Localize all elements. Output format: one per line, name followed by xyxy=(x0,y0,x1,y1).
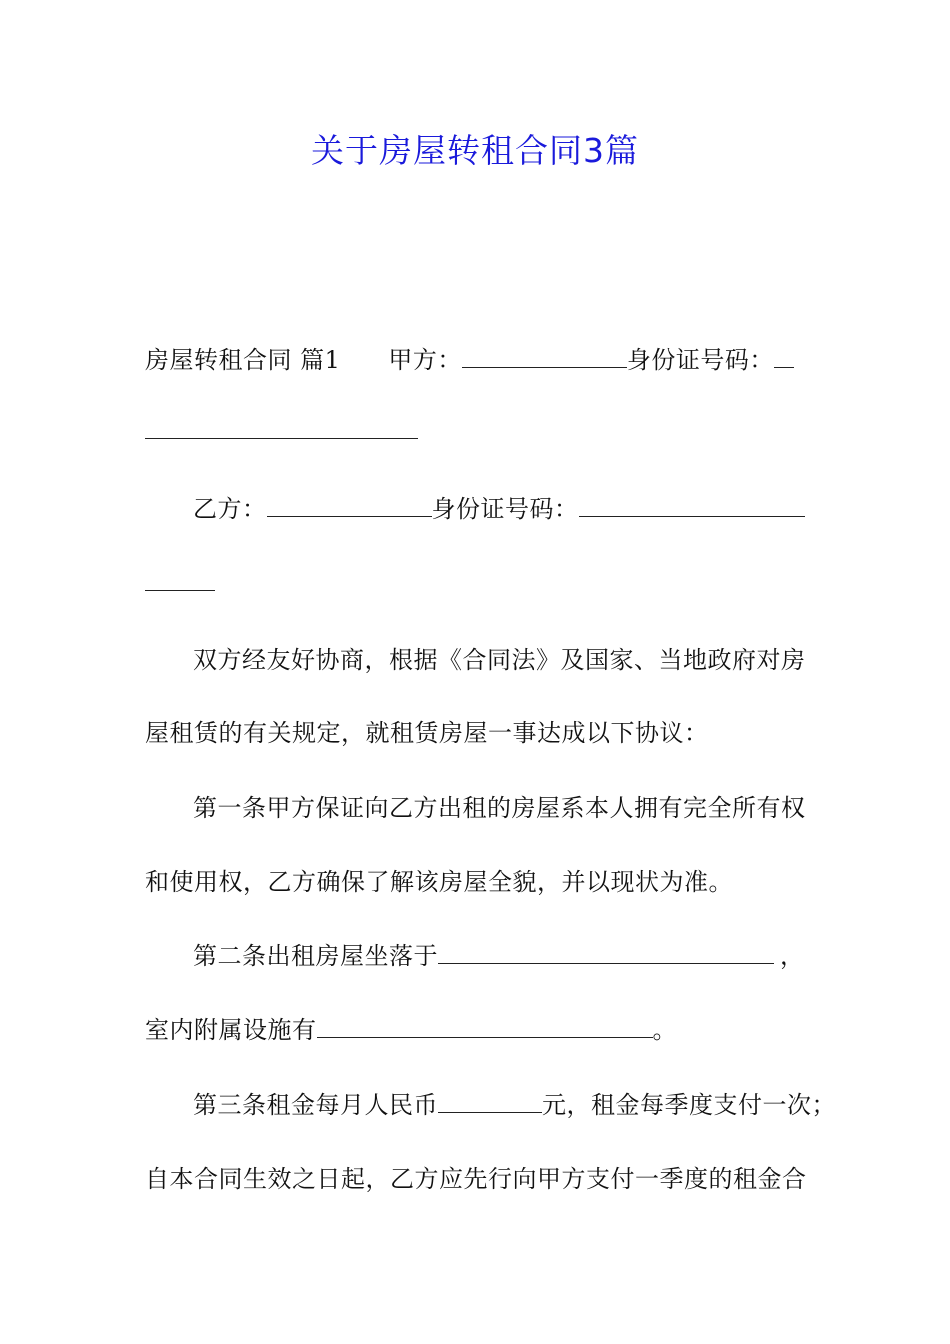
paragraph-2-line-1: 第一条甲方保证向乙方出租的房屋系本人拥有完全所有权 xyxy=(193,794,806,822)
party-b-line xyxy=(193,492,805,526)
party-b-id-blank-cont[interactable] xyxy=(145,568,215,591)
contract-heading-line xyxy=(145,343,794,377)
paragraph-4-line-2: 自本合同生效之日起，乙方应先行向甲方支付一季度的租金合 xyxy=(145,1165,807,1193)
party-a-id-blank-cont[interactable] xyxy=(145,416,418,439)
party-b-blank[interactable] xyxy=(267,494,432,517)
facilities-blank[interactable] xyxy=(317,1015,653,1038)
paragraph-4-line-1 xyxy=(193,1088,836,1122)
location-label: 第二条出租房屋坐落于 xyxy=(193,942,438,970)
party-a-id-continuation xyxy=(145,414,418,448)
party-b-id-label: 身份证号码： xyxy=(431,495,579,523)
party-a-label: 甲方： xyxy=(388,346,462,374)
location-blank[interactable] xyxy=(438,941,774,964)
party-b-id-continuation xyxy=(145,566,215,600)
party-a-id-label: 身份证号码： xyxy=(626,346,774,374)
paragraph-3-line-1 xyxy=(193,939,805,973)
paragraph-3-line-2 xyxy=(145,1013,677,1047)
rent-amount-blank[interactable] xyxy=(438,1090,542,1113)
party-b-id-blank[interactable] xyxy=(579,494,805,517)
facilities-label: 室内附属设施有 xyxy=(145,1016,317,1044)
facilities-period: 。 xyxy=(652,1016,677,1044)
rent-label: 第三条租金每月人民币 xyxy=(193,1091,438,1119)
contract-heading: 房屋转租合同 篇1 xyxy=(145,346,341,374)
paragraph-1-line-1: 双方经友好协商，根据《合同法》及国家、当地政府对房 xyxy=(193,646,806,674)
party-a-blank[interactable] xyxy=(462,345,627,368)
party-a-id-blank[interactable] xyxy=(774,345,794,368)
document-title: 关于房屋转租合同3篇 xyxy=(311,131,639,170)
paragraph-1-line-2: 屋租赁的有关规定，就租赁房屋一事达成以下协议： xyxy=(145,719,709,747)
party-b-label: 乙方： xyxy=(193,495,267,523)
rent-terms: 元，租金每季度支付一次； xyxy=(542,1091,836,1119)
paragraph-2-line-2: 和使用权，乙方确保了解该房屋全貌，并以现状为准。 xyxy=(145,868,733,896)
location-comma: ， xyxy=(780,942,805,970)
